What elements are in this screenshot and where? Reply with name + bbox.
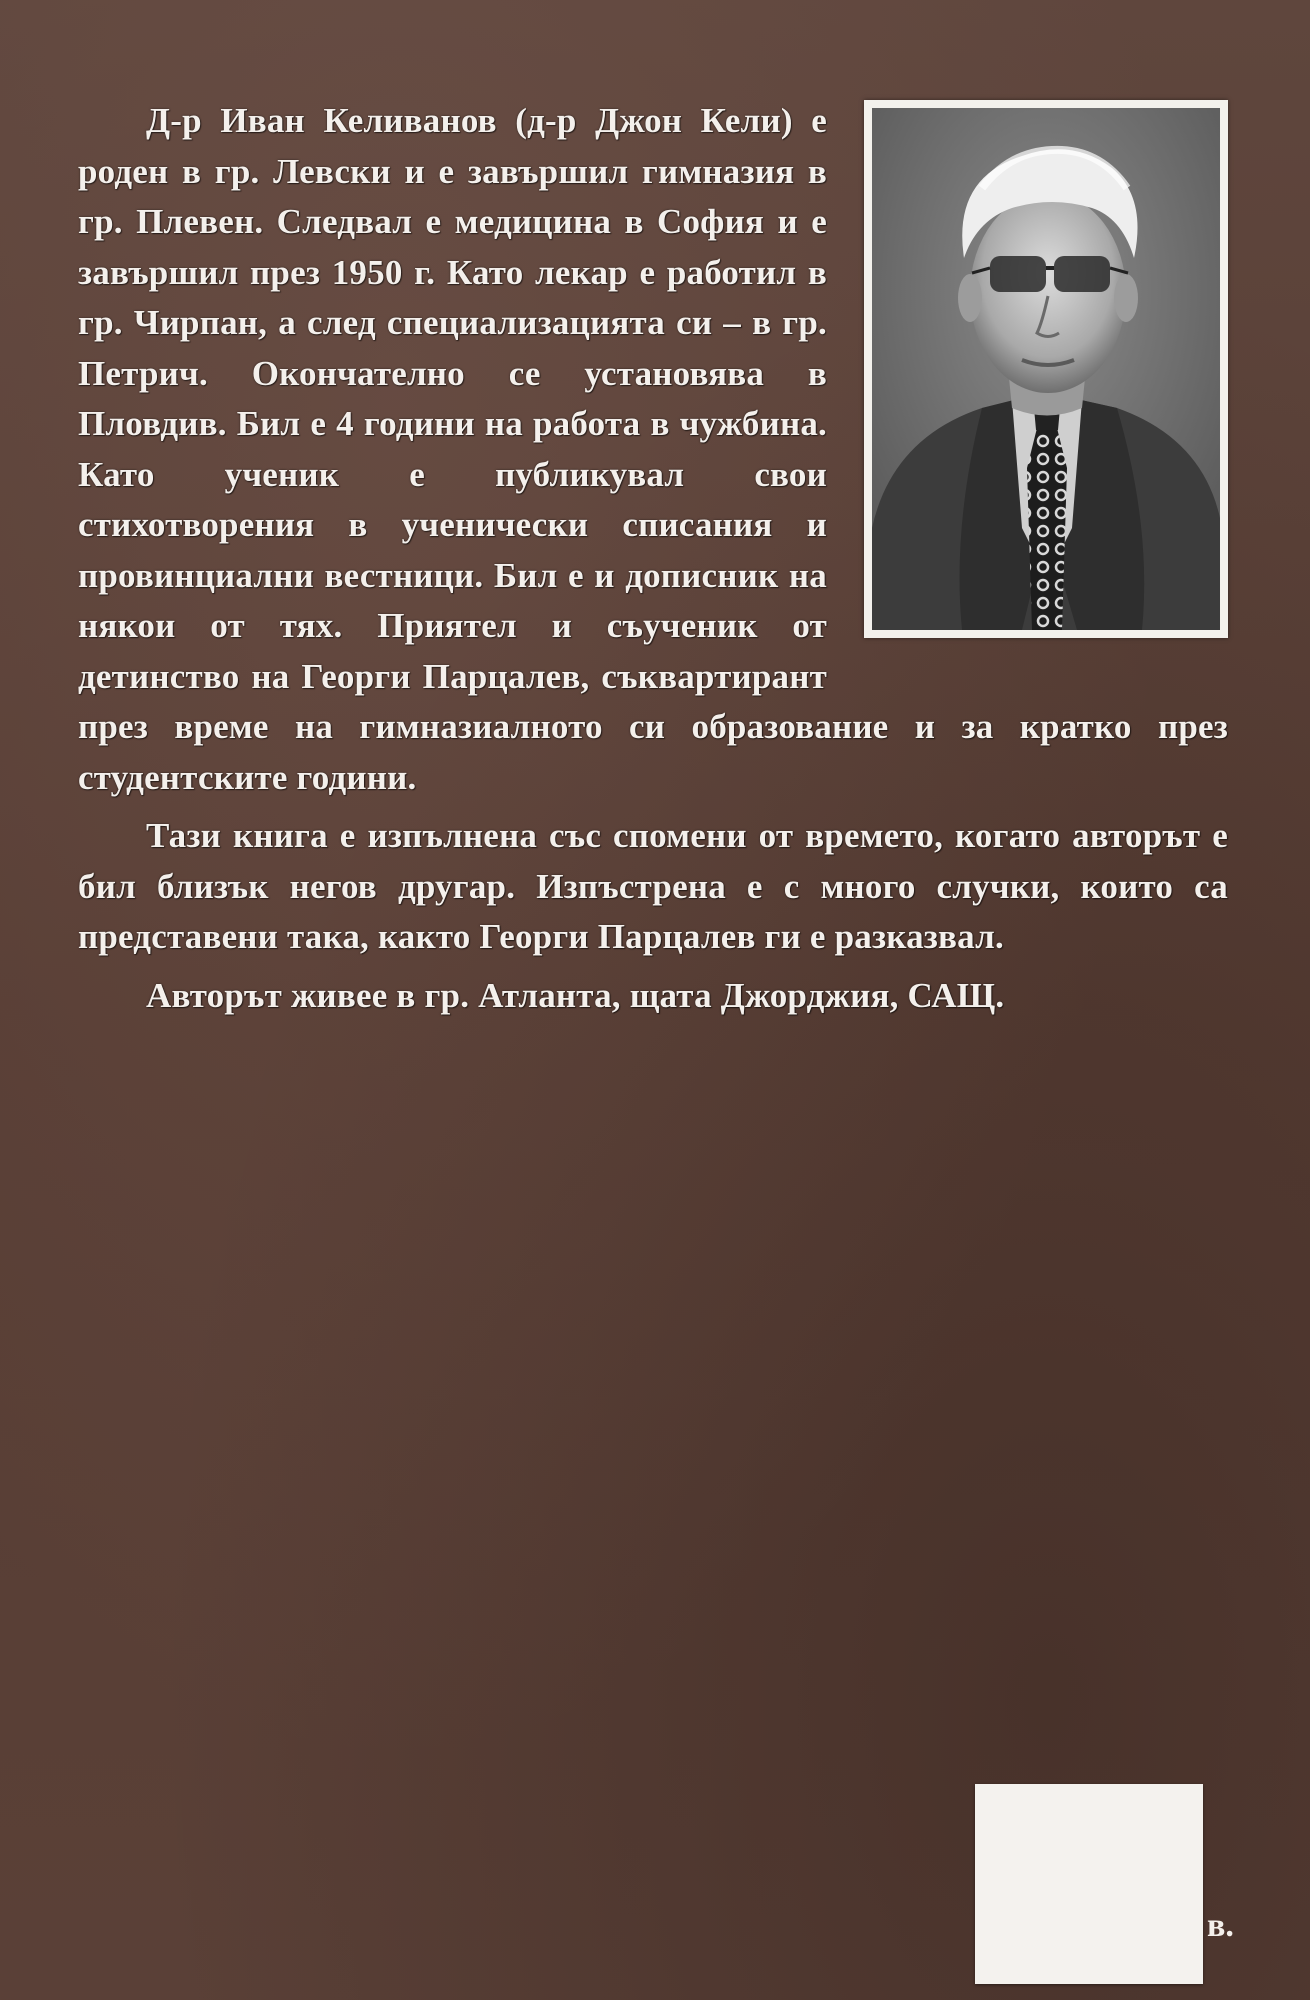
author-residence-paragraph: Авторът живее в гр. Атланта, щата Джорджия, САЩ. — [146, 975, 1005, 1015]
author-bio-text — [78, 96, 1228, 1021]
bio-paragraph: Д-р Иван Келиванов (д-р Джон Кели) е роден в гр. Левски и е завършил гимназия в гр. Плевен. Следвал е медицина в София и е завършил през 1950 г. Като лекар е работил в гр. Чирпан, а след специализацията си – в гр. Петрич. Окончателно се установява в Пловдив. Бил е 4 години на работа в чужбина. Като ученик е публикувал свои стихотворения в ученически списания и провинциални вестници. Бил е и дописник на някои от тях. Приятел и съученик от детинство на Георги Парцалев, съквартирант през време на гимназиалното си образование и за кратко през студентските години. — [78, 101, 1228, 797]
book-description-paragraph: Тази книга е изпълнена със спомени от времето, когато авторът е бил близък негов другар. Изпъстрена е с много случки, които са представени така, както Георги Парцалев ги е разказвал. — [78, 816, 1228, 956]
price-sticker — [975, 1784, 1203, 1984]
photo-placeholder — [853, 100, 1228, 648]
price-fragment: в. — [1207, 1907, 1234, 1944]
